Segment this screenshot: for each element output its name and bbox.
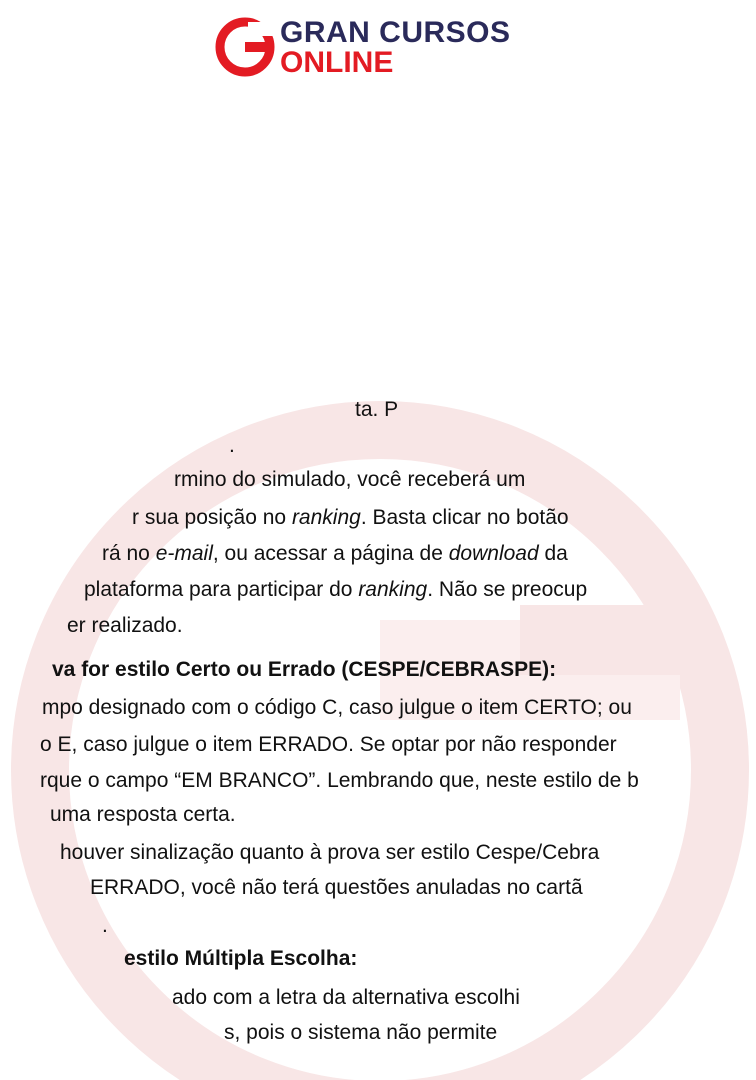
section-heading: estilo Múltipla Escolha: bbox=[124, 947, 358, 970]
section-heading: va for estilo Certo ou Errado (CESPE/CEBRASPE): bbox=[52, 658, 557, 681]
text-line: ERRADO, você não terá questões anuladas no cartã bbox=[90, 876, 583, 899]
text-line: er realizado. bbox=[67, 614, 183, 637]
text-line: ado com a letra da alternativa escolhi bbox=[172, 986, 520, 1009]
text-line: ta. P bbox=[355, 398, 399, 421]
text-line: rá no e-mail, ou acessar a página de download da bbox=[102, 542, 568, 565]
text-line: o E, caso julgue o item ERRADO. Se optar por não responder bbox=[40, 733, 617, 756]
text-line: rque o campo “EM BRANCO”. Lembrando que, neste estilo de b bbox=[40, 769, 639, 792]
text-line: . bbox=[229, 434, 235, 457]
text-line: . bbox=[102, 914, 108, 937]
text-line: rmino do simulado, você receberá um bbox=[174, 468, 526, 491]
text-line: r sua posição no ranking. Basta clicar no botão bbox=[132, 506, 569, 529]
brand-name-bottom: ONLINE bbox=[280, 46, 394, 79]
text-line: s, pois o sistema não permite bbox=[224, 1021, 498, 1044]
text-line: mpo designado com o código C, caso julgue o item CERTO; ou bbox=[42, 696, 632, 719]
gran-logo-icon bbox=[214, 16, 276, 78]
text-line: houver sinalização quanto à prova ser estilo Cespe/Cebra bbox=[60, 841, 600, 864]
brand-logo bbox=[214, 14, 544, 80]
text-line: uma resposta certa. bbox=[50, 803, 236, 826]
text-line: plataforma para participar do ranking. Não se preocup bbox=[84, 578, 588, 601]
brand-name-top: GRAN CURSOS bbox=[280, 16, 511, 49]
